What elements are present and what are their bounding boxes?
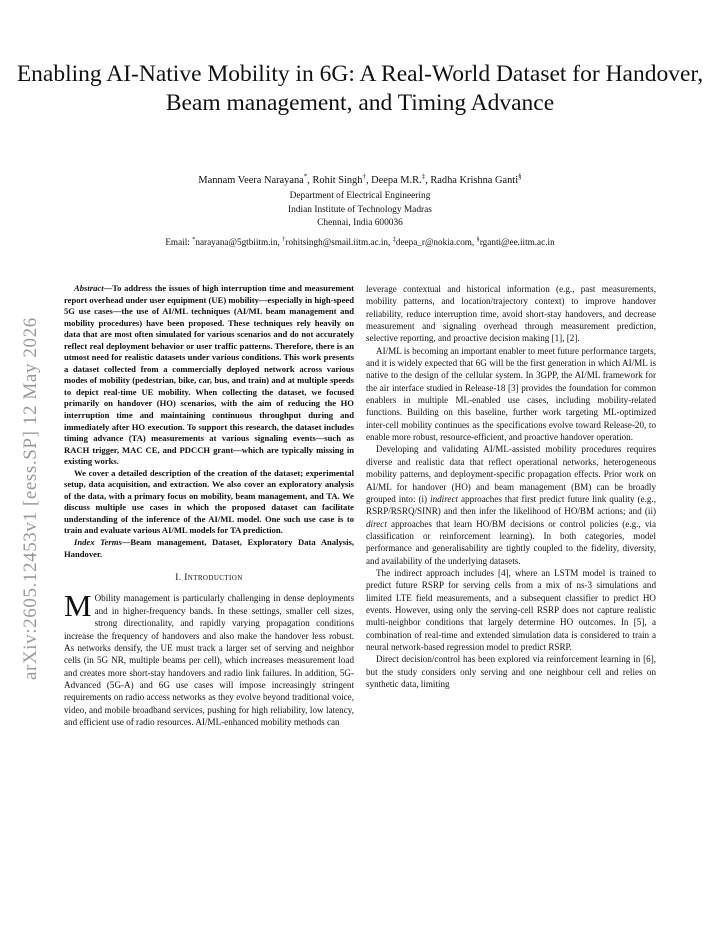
- left-column: [64, 283, 354, 728]
- email-address[interactable]: narayana@5gtbiitm.in,: [195, 237, 280, 247]
- abstract-label: Abstract: [74, 283, 104, 293]
- body-paragraph: Direct decision/control has been explored via reinforcement learning in [6], but the study considers only serving and one neighbour cell and relies on synthetic data, limiting: [366, 654, 656, 689]
- index-terms: —Beam management, Dataset, Exploratory Data Analysis, Handover.: [64, 537, 355, 559]
- author-mark: §: [476, 235, 480, 243]
- body-paragraph: Developing and validating AI/ML-assisted mobility procedures requires diverse and realistic data that reflect operational networks, heterogeneous mobility patterns, and deployment-specific propagation effects. Prior work on AI/ML for handover (HO) and beam management (BM) can be broadly grouped into: (i) indirect approaches that first predict future link quality (e.g., RSRP/RSRQ/SINR) and then infer the likelihood of HO/BM actions; and (ii) direct approaches that learn HO/BM decisions or control policies (e.g., via classification or reinforcement learning). In both categories, model performance and generalisability are tightly coupled to the fidelity, diversity, and availability of the underlying datasets.: [366, 444, 656, 566]
- author-mark: ‡: [392, 235, 396, 243]
- affiliation-institute: Indian Institute of Technology Madras: [288, 204, 432, 215]
- drop-cap: M: [64, 588, 92, 624]
- author-mark: §: [518, 172, 522, 181]
- author-name: Rohit Singh: [312, 175, 363, 186]
- body-paragraph: AI/ML is becoming an important enabler to meet future performance targets, and it is widely expected that 6G will be the first generation in which AI/ML is native to the design of the cellular system. In 3GPP, the AI/ML framework for the air interface studied in Release-18 [3] provides the foundation for common enablers in multiple ML-enabled use cases, including mobility-related functions. Building on this baseline, further work targeting ML-optimized inter-cell mobility continues as the specifications evolve toward Release-20, to enable more robust, resource-efficient, and proactive handover operation.: [366, 345, 656, 443]
- abstract-text: —To address the issues of high interruption time and measurement report overhead under user equipment (UE) mobility—especially in high-speed 5G use cases—the use of AI/ML techniques (AI/ML beam management and mobility procedures) have been proposed. These techniques rely heavily on data that are most often simulated for various scenarios and do not accurately reflect real deployment behavior or user traffic patterns. Therefore, there is an utmost need for realistic datasets under various conditions. This work presents a dataset collected from a commercially deployed network across various modes of mobility (pedestrian, bike, car, bus, and train) and at multiple speeds to depict real-time UE mobility. When collecting the dataset, we focused primarily on handover (HO) scenarios, with the aim of reducing the HO interruption time and maintaining continuous throughput during and immediately after HO execution. To support this research, the dataset includes timing advance (TA) measurements at various signaling events—such as RACH trigger, MAC CE, and PDCCH grant—which are typically missing in existing works.: [64, 283, 354, 467]
- right-column: [366, 283, 656, 690]
- paper-title: Enabling AI-Native Mobility in 6G: A Real-World Dataset for Handover, Beam management, and Timing Advance: [16, 61, 704, 116]
- arxiv-identifier[interactable]: arXiv:2605.12453v1 [eess.SP] 12 May 2026: [20, 317, 41, 680]
- author-mark: *: [192, 235, 196, 243]
- body-paragraph: leverage contextual and historical information (e.g., past measurements, mobility patterns, and location/trajectory context) to improve handover reliability, reduce interruption time, avoid short-stay handovers, and decrease measurement and signaling overhead through measurement prediction, selective reporting, and proactive decision making [1], [2].: [366, 284, 656, 344]
- abstract: [64, 283, 354, 560]
- affiliation: [0, 190, 720, 231]
- emphasis-direct: direct: [366, 518, 387, 529]
- author-name: Radha Krishna Ganti: [430, 175, 519, 186]
- author-mark: †: [282, 235, 286, 243]
- affiliation-dept: Department of Electrical Engineering: [289, 191, 431, 201]
- email-label: Email:: [165, 237, 193, 247]
- section-heading: I. Introduction: [175, 573, 243, 584]
- email-line: [0, 236, 720, 249]
- intro-paragraph: M Obility management is particularly challenging in dense deployments and in higher-frequency bands. In these settings, smaller cell sizes, strong directionality, and rapidly varying propagation conditions increase the frequency of handovers and also make the handover less robust. As networks densify, the UE must track a larger set of serving and neighbor cells (in 5G NR, multiple beams per cell), which increases measurement load and creates more short-stay handovers and radio link failures. In addition, 5G-Advanced (5G-A) and 6G use cases will impose increasingly stringent requirements on radio access networks as they evolve beyond traditional voice, video, and mobile broadband services, pushing for high reliability, low latency, and efficient use of radio resources. AI/ML-enhanced mobility methods can: [64, 588, 354, 727]
- body-paragraph: The indirect approach includes [4], where an LSTM model is trained to predict future RSRP for serving cells from a mix of ns-3 simulations and limited LTE field measurements, and a subsequent classifier to predict HO events. However, using only the serving-cell RSRP does not capture realistic multi-neighbor conditions that largely determine HO outcomes. In [5], a combination of real-time and extended simulation data is considered to train a neural network-based regression model to predict RSRP.: [366, 567, 656, 652]
- author-name: Deepa M.R.: [371, 175, 422, 186]
- author-list: Mannam Veera Narayana*, Rohit Singh†, Deepa M.R.‡, Radha Krishna Ganti§: [198, 172, 522, 186]
- author-mark: ‡: [421, 172, 426, 181]
- author-name: Mannam Veera Narayana: [198, 175, 304, 186]
- author-mark: *: [303, 172, 308, 181]
- email-address[interactable]: rohitsingh@smail.iitm.ac.in,: [285, 237, 391, 247]
- index-terms-label: Index Terms: [74, 537, 122, 548]
- arxiv-sidebar: [14, 290, 44, 680]
- author-mark: †: [362, 172, 366, 181]
- email-address[interactable]: rganti@ee.iitm.ac.in: [479, 237, 555, 247]
- abstract-text: We cover a detailed description of the creation of the dataset; experimental setup, data acquisition, and extraction. We also cover an exploratory analysis of the data, with a primary focus on mobility, beam management, and TA. We discuss multiple use cases in which the proposed dataset can facilitate understanding of the inference of the AI/ML model. One such use case is to train and evaluate various AI/ML models for TA prediction.: [64, 467, 354, 536]
- email-address[interactable]: deepa_r@nokia.com,: [395, 237, 475, 247]
- emphasis-indirect: indirect: [430, 493, 459, 504]
- affiliation-city: Chennai, India 600036: [317, 218, 403, 229]
